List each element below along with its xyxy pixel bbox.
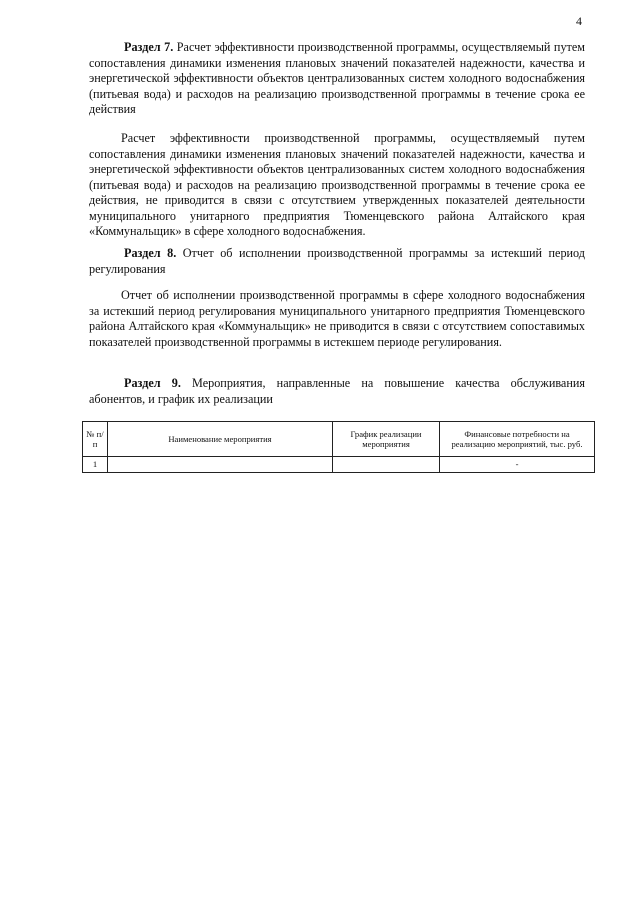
section-8-body: Отчет об исполнении производственной программы в сфере холодного водоснабжения за истекший период регулирования муниципального унитарного предприятия Тюменцевского района Алтайского края «Коммунальщик» не приводится в связи с отсутствием сопоставимых показателей производственной программы в истекшем периоде регулирования. — [89, 288, 585, 349]
page-number: 4 — [576, 14, 582, 28]
header-name: Наименование мероприятия — [108, 422, 333, 457]
table-row — [83, 457, 595, 473]
section-7-heading — [89, 40, 585, 118]
section-8-heading — [89, 246, 585, 277]
table-header-row — [83, 422, 595, 457]
section-8-label: Раздел 8. — [124, 246, 177, 260]
header-num: № п/п — [83, 422, 108, 457]
section-9-title: Мероприятия, направленные на повышение качества обслуживания абонентов, и график их реализации — [89, 376, 585, 406]
cell-num: 1 — [83, 457, 108, 473]
section-7-label: Раздел 7. — [124, 40, 174, 54]
section-9-heading — [89, 376, 585, 407]
section-7-title: Расчет эффективности производственной программы, осуществляемый путем сопоставления динамики изменения плановых значений показателей надежности, качества и энергетической эффективности объектов централизованных систем холодного водоснабжения (питьевая вода) и расходов на реализацию производственной программы в течение срока ее действия — [89, 40, 585, 116]
events-table — [82, 421, 595, 473]
section-9-label: Раздел 9. — [124, 376, 181, 390]
header-schedule: График реализации мероприятия — [333, 422, 440, 457]
cell-schedule — [333, 457, 440, 473]
section-8-title: Отчет об исполнении производственной программы за истекший период регулирования — [89, 246, 585, 276]
section-7-body: Расчет эффективности производственной программы, осуществляемый путем сопоставления динамики изменения плановых значений показателей надежности, качества и энергетической эффективности объектов централизованных систем холодного водоснабжения (питьевая вода) и расходов на реализацию производственной программы в течение срока ее действия, не приводится в связи с отсутствием утвержденных показателей деятельности муниципального унитарного предприятия Тюменцевского района Алтайского края «Коммунальщик» в сфере холодного водоснабжения. — [89, 131, 585, 238]
header-finance: Финансовые потребности на реализацию мероприятий, тыс. руб. — [440, 422, 595, 457]
cell-finance: - — [440, 457, 595, 473]
cell-name — [108, 457, 333, 473]
